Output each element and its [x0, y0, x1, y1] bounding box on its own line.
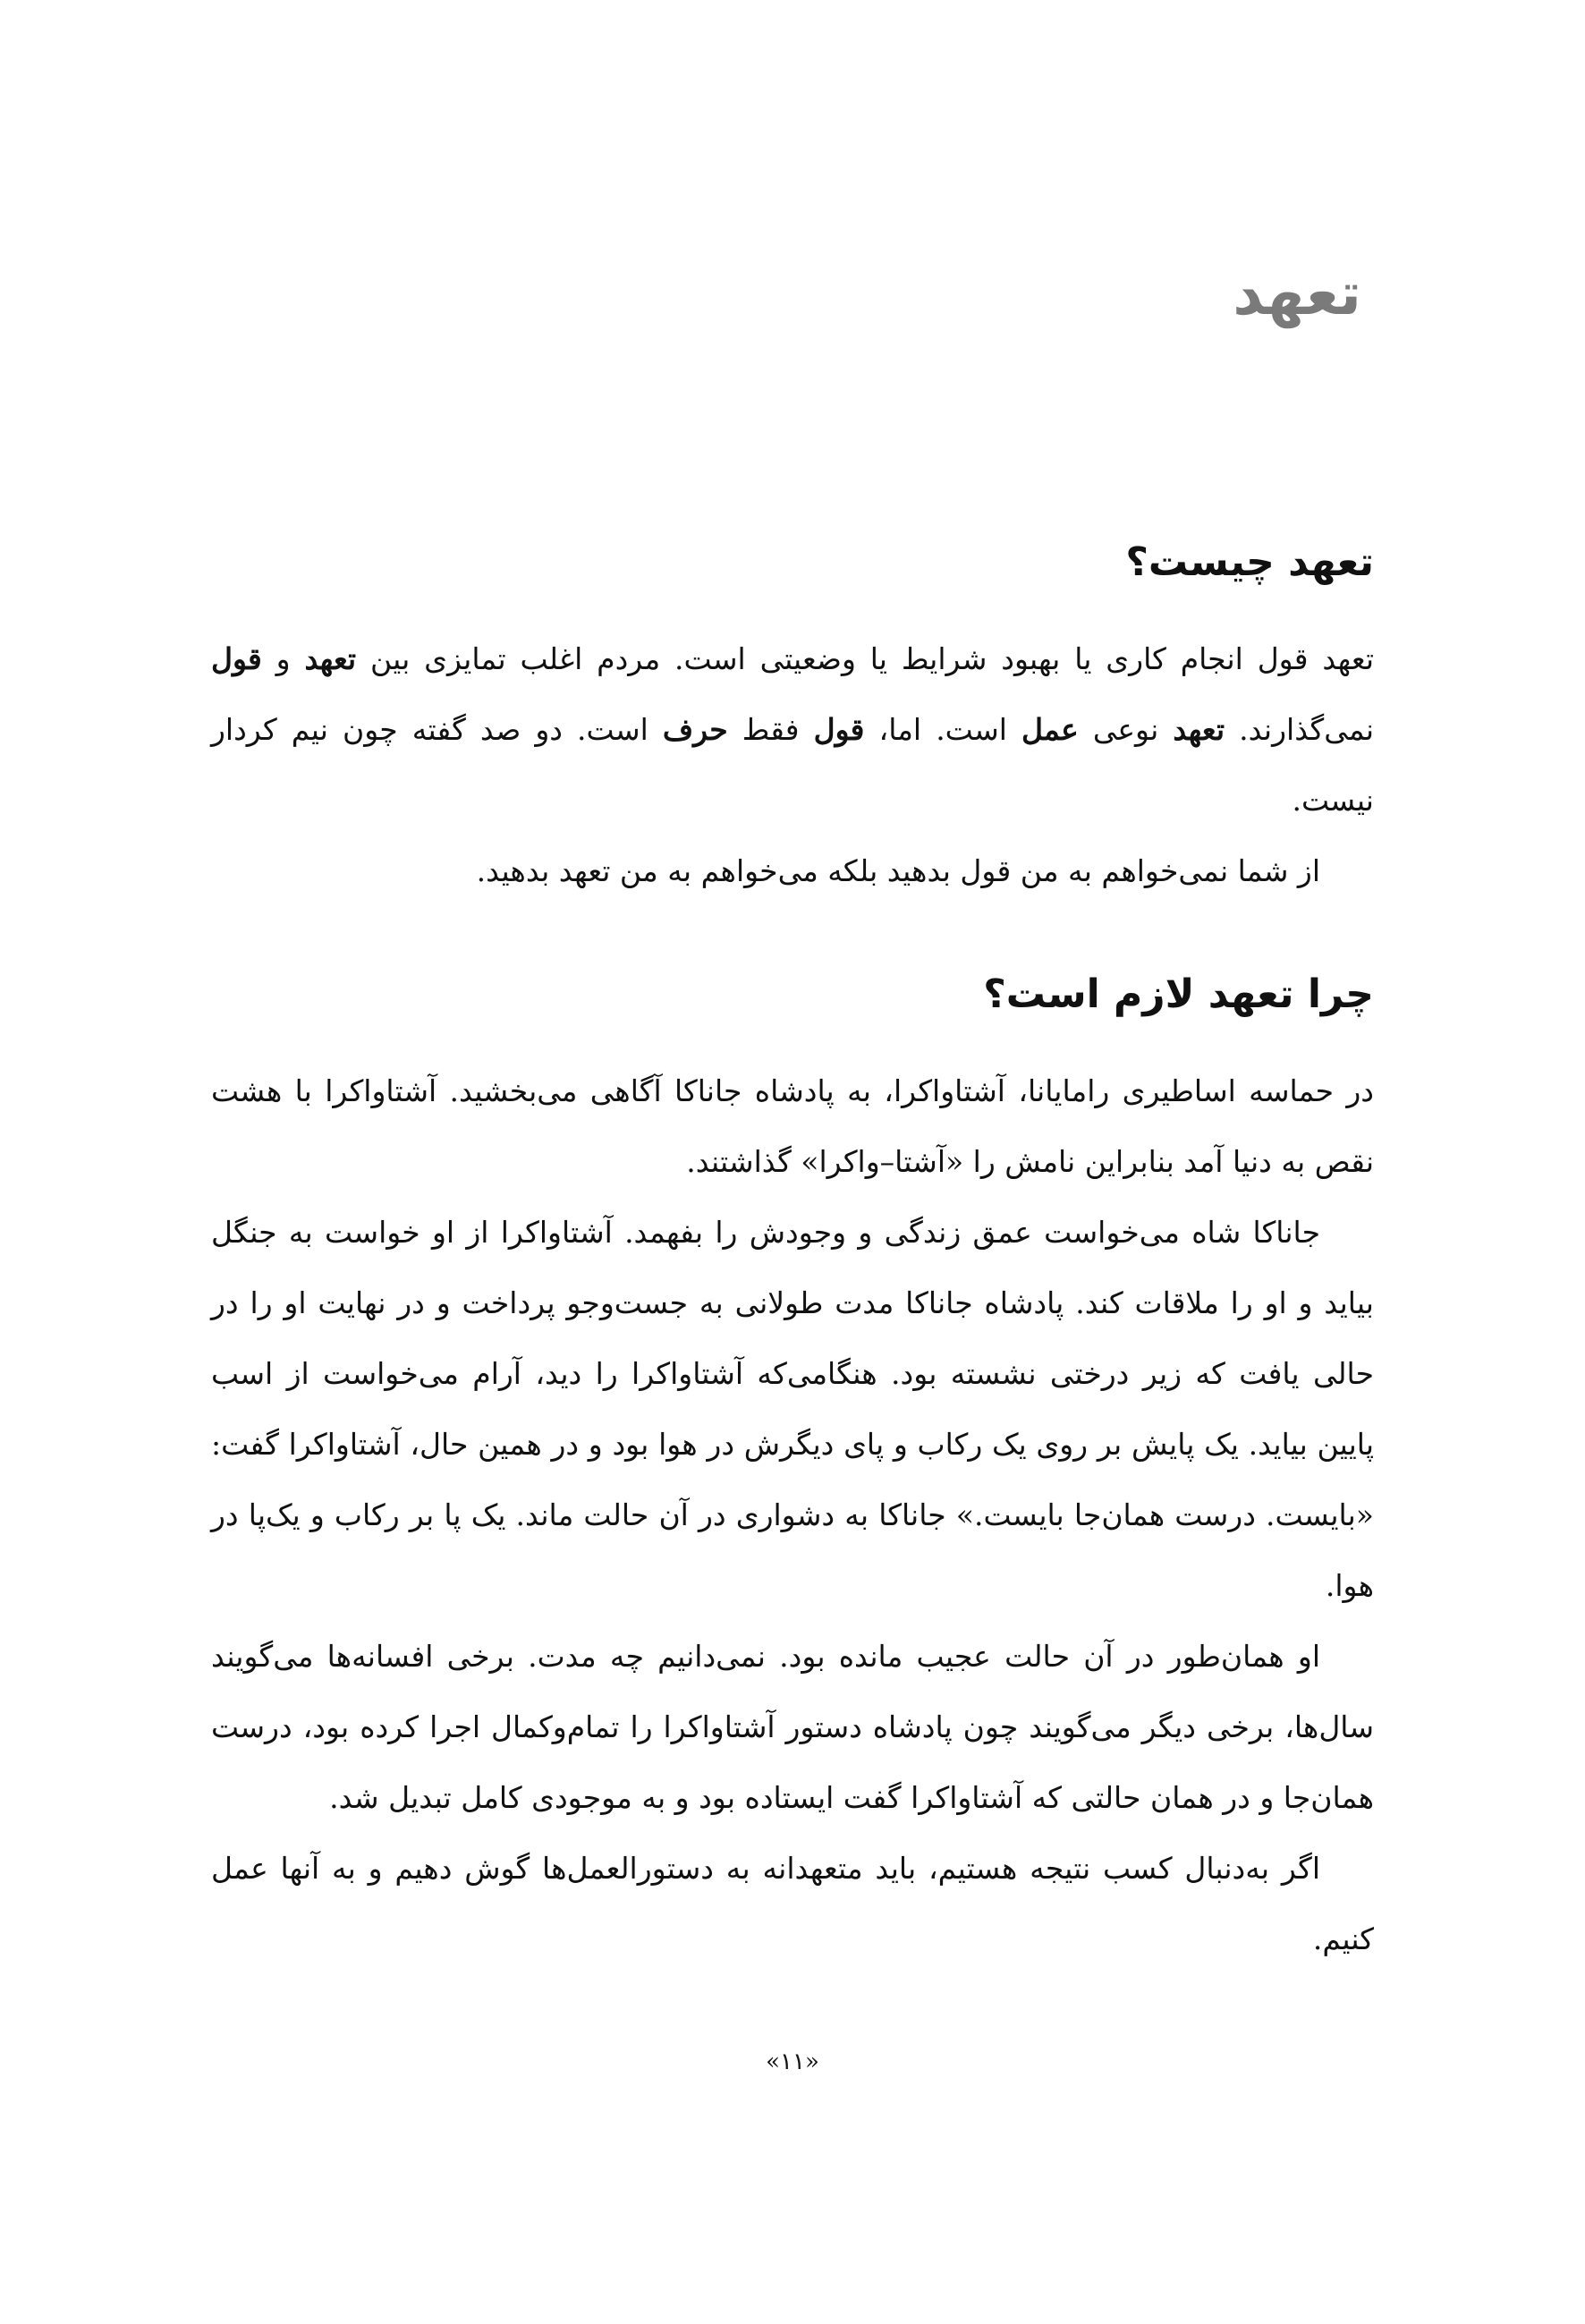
text-run: است. دو صد گفته چون نیم کردار نیست.: [211, 712, 1374, 818]
paragraph-conclusion: اگر به‌دنبال کسب نتیجه هستیم، باید متعهدانه به دستورالعمل‌ها گوش دهیم و به آنها عمل کنیم.: [211, 1851, 1374, 1957]
bold-term: عمل: [1021, 712, 1079, 748]
page-number: «۱۱»: [766, 2048, 819, 2075]
text-run: است. اما،: [864, 712, 1021, 748]
text-run: و: [261, 641, 305, 677]
bold-term: حرف: [662, 712, 728, 748]
paragraph-legend: او همان‌طور در آن حالت عجیب مانده بود. نمی‌دانیم چه مدت. برخی افسانه‌ها می‌گویند سال‌ها، برخی دیگر می‌گویند چون پادشاه دستور آشتاواکرا را تمام‌وکمال اجرا کرده بود، درست همان‌جا و در همان حالتی که آشتاواکرا گفت ایستاده بود و به موجودی کامل تبدیل شد.: [211, 1639, 1374, 1816]
page-content: [211, 537, 1374, 1974]
paragraph-ramayana: در حماسه اساطیری رامایانا، آشتاواکرا، به پادشاه جاناکا آگاهی می‌بخشید. آشتاواکرا با هشت نقص به دنیا آمد بنابراین نامش را «آشتا–واکرا» گذاشتند.: [211, 1073, 1374, 1180]
bold-term: قول: [813, 712, 865, 748]
bold-term: تعهد: [1173, 712, 1225, 748]
paragraph-definition: [211, 623, 1374, 835]
section-heading-what-is-commitment: تعهد چیست؟: [1125, 539, 1374, 585]
text-run: نمی‌گذارند.: [1225, 712, 1375, 748]
text-run: تعهد قول انجام کاری یا بهبود شرایط یا وضعیتی است. مردم اغلب تمایزی بین: [356, 641, 1375, 677]
quote-line: از شما نمی‌خواهم به من قول بدهید بلکه می‌خواهم به من تعهد بدهید.: [476, 853, 1320, 889]
chapter-title: تعهد: [1233, 259, 1361, 328]
bold-term: تعهد: [304, 641, 357, 677]
section-heading-why-commitment: چرا تعهد لازم است؟: [983, 971, 1374, 1018]
text-run: فقط: [727, 712, 814, 748]
paragraph-janaka-story: جاناکا شاه می‌خواست عمق زندگی و وجودش را بفهمد. آشتاواکرا از او خواست به جنگل بیاید و او را ملاقات کند. پادشاه جاناکا مدت طولانی به جست‌وجو پرداخت و در نهایت او را در حالی یافت که زیر درختی نشسته بود. هنگامی‌که آشتاواکرا را دید، آرام می‌خواست از اسب پایین بیاید. یک پایش بر روی یک رکاب و پای دیگرش در هوا بود و در همین حال، آشتاواکرا گفت: «بایست. درست همان‌جا بایست.» جاناکا به دشواری در آن حالت ماند. یک پا بر رکاب و یک‌پا در هوا.: [211, 1215, 1374, 1604]
bold-term: قول: [211, 641, 262, 677]
text-run: نوعی: [1078, 712, 1174, 748]
